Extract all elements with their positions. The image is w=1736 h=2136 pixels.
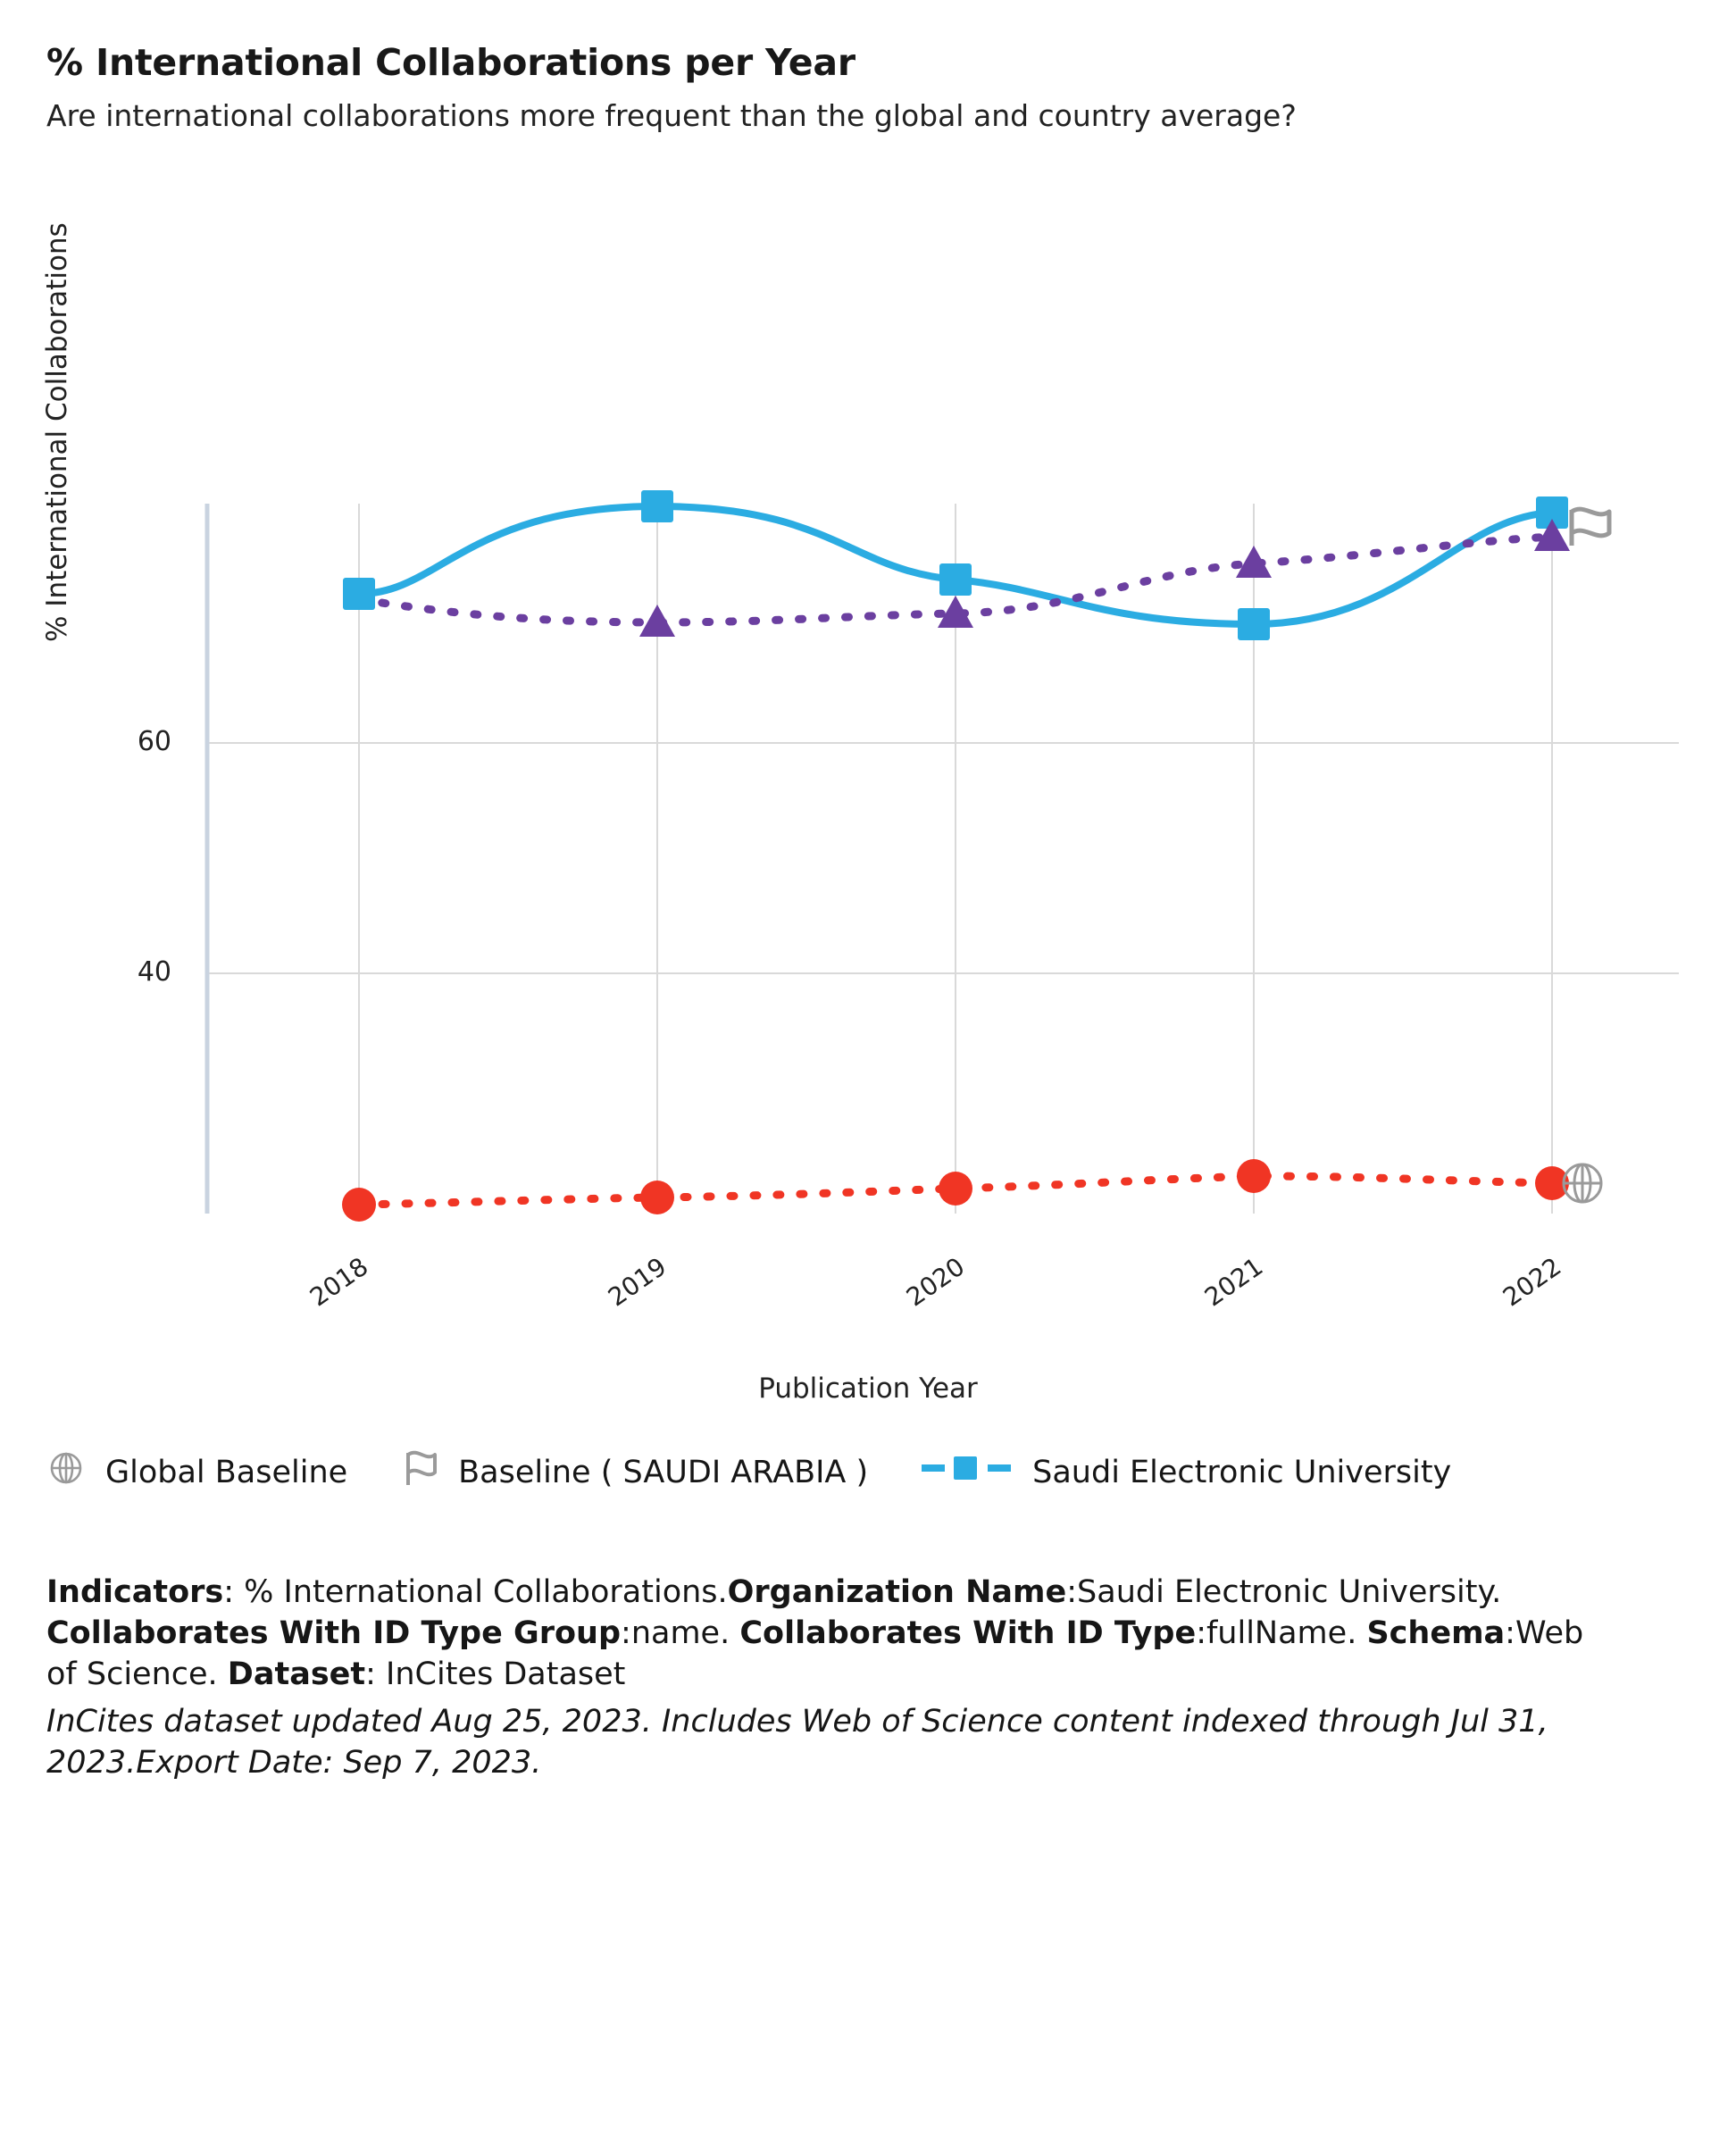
y-tick-40: 40 xyxy=(137,956,171,988)
flag-endpoint-icon xyxy=(1572,509,1609,546)
globe-endpoint-icon xyxy=(1564,1164,1601,1202)
footer-label-collaborates-with-id-type-group: Collaborates With ID Type Group xyxy=(46,1615,622,1652)
plot-area xyxy=(46,196,1690,1313)
globe-icon xyxy=(46,1448,86,1496)
footer-label-dataset: Dataset xyxy=(227,1656,366,1693)
legend-label-saudi-electronic-university: Saudi Electronic University xyxy=(1032,1454,1452,1490)
footer-value-organization-name: :Saudi Electronic University. xyxy=(1066,1574,1502,1610)
x-tick-2019: 2019 xyxy=(602,1251,672,1313)
x-tick-2021: 2021 xyxy=(1198,1251,1269,1313)
footer-value-collaborates-with-id-type: :fullName. xyxy=(1196,1615,1367,1652)
footer-metadata xyxy=(46,1572,1600,1783)
grid-horizontal xyxy=(207,743,1679,973)
x-tick-2022: 2022 xyxy=(1497,1251,1567,1313)
x-axis-label: Publication Year xyxy=(758,1373,978,1405)
square-line-icon xyxy=(920,1452,1013,1492)
flag-icon xyxy=(399,1446,438,1498)
legend-item-global-baseline[interactable] xyxy=(46,1448,347,1496)
page-title: % International Collaborations per Year xyxy=(46,41,855,84)
y-axis-label: % International Collaborations xyxy=(41,222,73,642)
chart-svg xyxy=(46,196,1690,1258)
footer-label-schema: Schema xyxy=(1366,1615,1506,1652)
footer-value-indicators: : % International Collaborations. xyxy=(223,1574,728,1610)
x-tick-2018: 2018 xyxy=(304,1251,374,1313)
footer-note: InCites dataset updated Aug 25, 2023. Includes Web of Science content indexed through Jul 31, 2023.Export Date: Sep 7, 2023. xyxy=(46,1703,1548,1781)
footer-value-schema: :Web of Science. xyxy=(46,1615,1584,1693)
legend-item-baseline-saudi-arabia[interactable] xyxy=(399,1446,868,1498)
y-tick-60: 60 xyxy=(137,726,171,757)
footer-label-collaborates-with-id-type: Collaborates With ID Type xyxy=(739,1615,1197,1652)
footer-value-collaborates-with-id-type-group: :name. xyxy=(621,1615,740,1652)
legend-label-baseline-saudi-arabia: Baseline ( SAUDI ARABIA ) xyxy=(458,1454,869,1490)
chart-container xyxy=(41,196,1690,1490)
legend-label-global-baseline: Global Baseline xyxy=(105,1454,348,1490)
chart-legend xyxy=(46,1446,1690,1498)
footer-label-organization-name: Organization Name xyxy=(727,1574,1067,1610)
footer-label-indicators: Indicators xyxy=(46,1574,224,1610)
page-subtitle: Are international collaborations more frequent than the global and country average? xyxy=(46,98,1297,133)
footer-value-dataset: : InCites Dataset xyxy=(365,1656,626,1693)
legend-item-saudi-electronic-university[interactable] xyxy=(920,1452,1451,1492)
x-tick-2020: 2020 xyxy=(900,1251,971,1313)
